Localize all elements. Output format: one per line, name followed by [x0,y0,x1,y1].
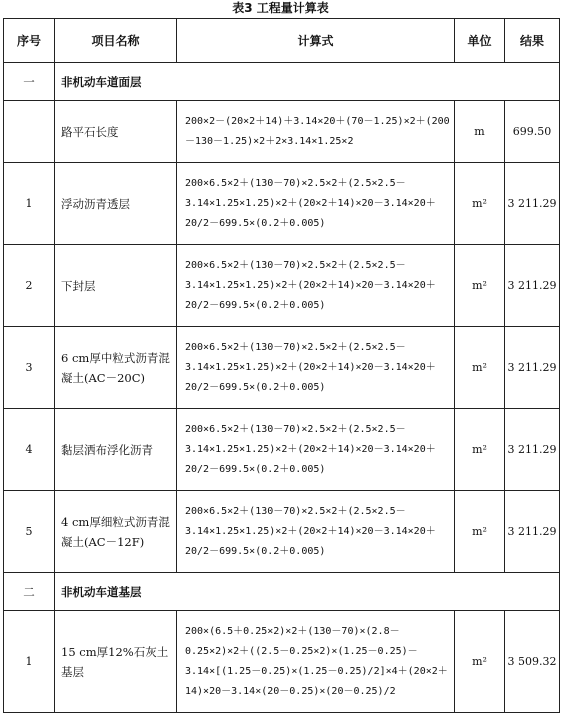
row-calc: 200×6.5×2＋(130－70)×2.5×2＋(2.5×2.5－3.14×1.25×1.25)×2＋(20×2＋14)×20－3.14×20＋20/2－699.5×(0.2＋0.005) [177,163,455,245]
table-row [4,245,560,327]
table-row [4,611,560,713]
table-title: 表3 工程量计算表 [232,1,329,15]
row-calc: 200×6.5×2＋(130－70)×2.5×2＋(2.5×2.5－3.14×1.25×1.25)×2＋(20×2＋14)×20－3.14×20＋20/2－699.5×(0.2＋0.005) [177,491,455,573]
section-name: 非机动车道基层 [55,573,560,611]
row-unit: m² [455,491,505,573]
row-result: 3 211.29 [505,409,560,491]
row-name: 路平石长度 [55,101,177,163]
row-seq [4,101,55,163]
row-seq: 3 [4,327,55,409]
row-result: 3 211.29 [505,245,560,327]
section-seq: 一 [4,63,55,101]
header-result: 结果 [505,19,560,63]
section-row [4,63,560,101]
row-unit: m² [455,163,505,245]
row-seq: 1 [4,163,55,245]
row-result: 3 211.29 [505,491,560,573]
row-name: 4 cm厚细粒式沥青混凝土(AC－12F) [55,491,177,573]
table-row [4,163,560,245]
header-calc: 计算式 [177,19,455,63]
row-calc: 200×6.5×2＋(130－70)×2.5×2＋(2.5×2.5－3.14×1.25×1.25)×2＋(20×2＋14)×20－3.14×20＋20/2－699.5×(0.2＋0.005) [177,409,455,491]
row-unit: m² [455,245,505,327]
table-row [4,101,560,163]
table-row [4,327,560,409]
row-name: 下封层 [55,245,177,327]
row-name: 6 cm厚中粒式沥青混凝土(AC－20C) [55,327,177,409]
header-row [4,19,560,63]
quantity-table [3,18,560,713]
row-seq: 4 [4,409,55,491]
table-row [4,491,560,573]
section-name: 非机动车道面层 [55,63,560,101]
row-unit: m² [455,409,505,491]
header-seq: 序号 [4,19,55,63]
header-name: 项目名称 [55,19,177,63]
table-row [4,409,560,491]
row-result: 3 211.29 [505,327,560,409]
section-row [4,573,560,611]
row-result: 3 509.32 [505,611,560,713]
row-name: 浮动沥青透层 [55,163,177,245]
row-result: 3 211.29 [505,163,560,245]
row-calc: 200×6.5×2＋(130－70)×2.5×2＋(2.5×2.5－3.14×1.25×1.25)×2＋(20×2＋14)×20－3.14×20＋20/2－699.5×(0.2＋0.005) [177,327,455,409]
row-calc: 200×2－(20×2＋14)＋3.14×20＋(70－1.25)×2＋(200－130－1.25)×2＋2×3.14×1.25×2 [177,101,455,163]
row-calc: 200×(6.5＋0.25×2)×2＋(130－70)×(2.8－0.25×2)×2＋((2.5－0.25×2)×(1.25－0.25)－3.14×[(1.25－0.25)×(1.25－0.25)/2]×4＋(20×2＋14)×20－3.14×(20－0.25)×(20－0.25)/2 [177,611,455,713]
row-name: 黏层洒布浮化沥青 [55,409,177,491]
header-unit: 单位 [455,19,505,63]
row-calc: 200×6.5×2＋(130－70)×2.5×2＋(2.5×2.5－3.14×1.25×1.25)×2＋(20×2＋14)×20－3.14×20＋20/2－699.5×(0.2＋0.005) [177,245,455,327]
row-unit: m [455,101,505,163]
row-name: 15 cm厚12%石灰土基层 [55,611,177,713]
row-seq: 1 [4,611,55,713]
section-seq: 二 [4,573,55,611]
row-result: 699.50 [505,101,560,163]
row-seq: 2 [4,245,55,327]
row-unit: m² [455,327,505,409]
row-unit: m² [455,611,505,713]
row-seq: 5 [4,491,55,573]
